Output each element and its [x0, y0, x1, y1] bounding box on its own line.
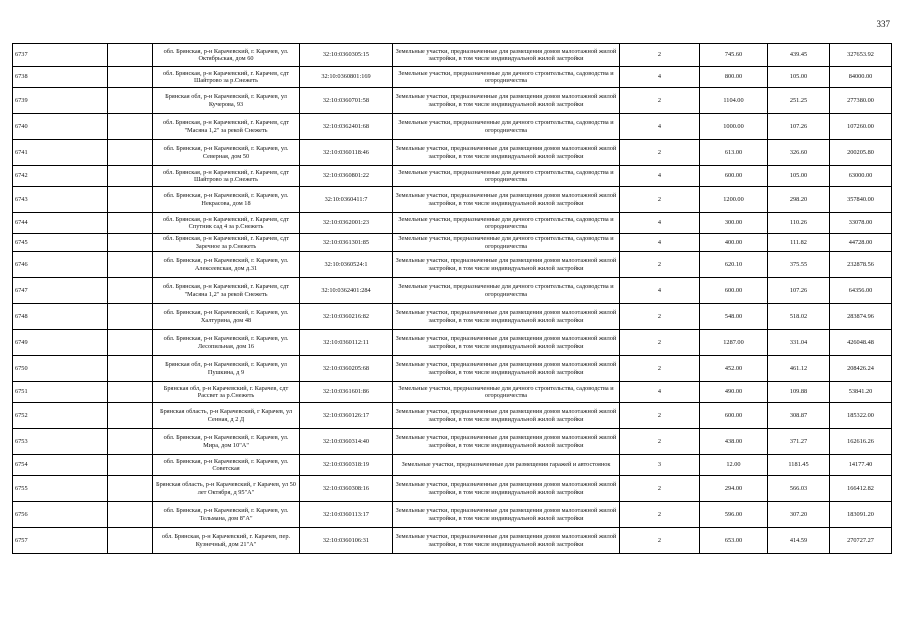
spacer-cell [108, 187, 153, 213]
cadastral-number-cell: 32:10:0360126:17 [300, 403, 393, 429]
cadastral-number-cell: 32:10:0360801:22 [300, 166, 393, 187]
table-row [13, 356, 892, 382]
land-use-cell: Земельные участки, предназначенные для размещения домов малоэтажной жилой застройки, в том числе индивидуальной жилой застройки [393, 44, 620, 67]
row-number: 6751 [13, 382, 108, 403]
spacer-cell [108, 213, 153, 234]
spacer-cell [108, 88, 153, 114]
category-cell: 4 [620, 278, 700, 304]
cadastral-value-cell: 185322.00 [830, 403, 892, 429]
address-cell: обл. Брянская, р-н Карачевский, г. Карачев, ул. Лесопильная, дом 16 [153, 330, 300, 356]
row-number: 6739 [13, 88, 108, 114]
row-number: 6741 [13, 140, 108, 166]
cadastral-number-cell: 32:10:0362401:284 [300, 278, 393, 304]
cadastral-value-cell: 183091.20 [830, 502, 892, 528]
category-cell: 4 [620, 234, 700, 252]
cadastral-number-cell: 32:10:0361301:85 [300, 234, 393, 252]
land-use-cell: Земельные участки, предназначенные для дачного строительства, садоводства и огородничества [393, 114, 620, 140]
unit-value-cell: 326.60 [768, 140, 830, 166]
address-cell: Брянская обл, р-н Карачевский, г. Карачев, ул Пушкина, д 9 [153, 356, 300, 382]
spacer-cell [108, 67, 153, 88]
land-use-cell: Земельные участки, предназначенные для размещения домов малоэтажной жилой застройки, в том числе индивидуальной жилой застройки [393, 403, 620, 429]
table-row [13, 213, 892, 234]
area-cell: 1104.00 [700, 88, 768, 114]
land-use-cell: Земельные участки, предназначенные для дачного строительства, садоводства и огородничества [393, 213, 620, 234]
land-use-cell: Земельные участки, предназначенные для размещения домов малоэтажной жилой застройки, в том числе индивидуальной жилой застройки [393, 304, 620, 330]
table-row [13, 528, 892, 554]
area-cell: 1000.00 [700, 114, 768, 140]
unit-value-cell: 371.27 [768, 429, 830, 455]
spacer-cell [108, 528, 153, 554]
address-cell: обл. Брянская, р-н Карачевский, г. Карачев, ул. Некрасова, дом 18 [153, 187, 300, 213]
row-number: 6753 [13, 429, 108, 455]
table-row [13, 44, 892, 67]
category-cell: 2 [620, 140, 700, 166]
land-use-cell: Земельные участки, предназначенные для размещения домов малоэтажной жилой застройки, в том числе индивидуальной жилой застройки [393, 356, 620, 382]
area-cell: 1200.00 [700, 187, 768, 213]
row-number: 6750 [13, 356, 108, 382]
address-cell: обл. Брянская, р-н Карачевский, г. Карачев, ул. Советская [153, 455, 300, 476]
cadastral-value-cell: 166412.82 [830, 476, 892, 502]
address-cell: обл. Брянская, р-н Карачевский, г. Карачев, сдт "Масяна 1,2" за рекой Снежеть [153, 278, 300, 304]
cadastral-number-cell: 32:10:0360524:1 [300, 252, 393, 278]
land-use-cell: Земельные участки, предназначенные для размещения домов малоэтажной жилой застройки, в том числе индивидуальной жилой застройки [393, 528, 620, 554]
category-cell: 2 [620, 476, 700, 502]
unit-value-cell: 107.26 [768, 278, 830, 304]
table-row [13, 476, 892, 502]
cadastral-value-cell: 357840.00 [830, 187, 892, 213]
cadastral-value-cell: 283874.96 [830, 304, 892, 330]
cadastral-number-cell: 32:10:0360701:58 [300, 88, 393, 114]
spacer-cell [108, 382, 153, 403]
address-cell: обл. Брянская, р-н Карачевский, г. Карачев, ул. Алексеевская, дом д.31 [153, 252, 300, 278]
cadastral-value-cell: 270727.27 [830, 528, 892, 554]
table-row [13, 88, 892, 114]
cadastral-value-cell: 53841.20 [830, 382, 892, 403]
area-cell: 653.00 [700, 528, 768, 554]
land-use-cell: Земельные участки, предназначенные для дачного строительства, садоводства и огородничества [393, 278, 620, 304]
row-number: 6746 [13, 252, 108, 278]
cadastral-value-cell: 84000.00 [830, 67, 892, 88]
row-number: 6748 [13, 304, 108, 330]
table-row [13, 330, 892, 356]
category-cell: 4 [620, 166, 700, 187]
area-cell: 800.00 [700, 67, 768, 88]
row-number: 6742 [13, 166, 108, 187]
cadastral-value-table [12, 43, 892, 554]
area-cell: 600.00 [700, 403, 768, 429]
address-cell: обл. Брянская, р-н Карачевский, г. Карачев, сдт "Масяна 1,2" за рекой Снежеть [153, 114, 300, 140]
table-row [13, 140, 892, 166]
row-number: 6757 [13, 528, 108, 554]
cadastral-number-cell: 32:10:0360112:11 [300, 330, 393, 356]
unit-value-cell: 308.87 [768, 403, 830, 429]
unit-value-cell: 105.00 [768, 67, 830, 88]
land-use-cell: Земельные участки, предназначенные для размещения домов малоэтажной жилой застройки, в том числе индивидуальной жилой застройки [393, 140, 620, 166]
cadastral-number-cell: 32:10:0360113:17 [300, 502, 393, 528]
spacer-cell [108, 114, 153, 140]
row-number: 6743 [13, 187, 108, 213]
land-use-cell: Земельные участки, предназначенные для размещения домов малоэтажной жилой застройки, в том числе индивидуальной жилой застройки [393, 88, 620, 114]
row-number: 6749 [13, 330, 108, 356]
table-row [13, 234, 892, 252]
unit-value-cell: 331.04 [768, 330, 830, 356]
spacer-cell [108, 234, 153, 252]
cadastral-number-cell: 32:10:0362001:23 [300, 213, 393, 234]
cadastral-number-cell: 32:10:0360318:19 [300, 455, 393, 476]
address-cell: обл. Брянская, р-н Карачевский, г. Карачев, сдт Шайтрово за р.Снежеть [153, 166, 300, 187]
spacer-cell [108, 476, 153, 502]
unit-value-cell: 251.25 [768, 88, 830, 114]
category-cell: 2 [620, 502, 700, 528]
area-cell: 294.00 [700, 476, 768, 502]
category-cell: 2 [620, 403, 700, 429]
address-cell: обл. Брянская, р-н Карачевский, г. Карачев, сдт Заречное за р.Снежеть [153, 234, 300, 252]
table-row [13, 304, 892, 330]
cadastral-value-cell: 162616.26 [830, 429, 892, 455]
cadastral-value-cell: 33078.00 [830, 213, 892, 234]
cadastral-number-cell: 32:10:0362401:68 [300, 114, 393, 140]
address-cell: обл. Брянская, р-н Карачевский, г. Карачев, пер. Кузнечный, дом 21"А" [153, 528, 300, 554]
land-use-cell: Земельные участки, предназначенные для размещения домов малоэтажной жилой застройки, в том числе индивидуальной жилой застройки [393, 476, 620, 502]
unit-value-cell: 461.12 [768, 356, 830, 382]
table-row [13, 455, 892, 476]
area-cell: 452.00 [700, 356, 768, 382]
cadastral-number-cell: 32:10:0360106:31 [300, 528, 393, 554]
area-cell: 400.00 [700, 234, 768, 252]
address-cell: Брянская обл, р-н Карачевский, г. Карачев, ул Кучерова, 93 [153, 88, 300, 114]
cadastral-value-cell: 14177.40 [830, 455, 892, 476]
category-cell: 4 [620, 114, 700, 140]
table-row [13, 114, 892, 140]
table-row [13, 403, 892, 429]
spacer-cell [108, 330, 153, 356]
land-use-cell: Земельные участки, предназначенные для размещения домов малоэтажной жилой застройки, в том числе индивидуальной жилой застройки [393, 502, 620, 528]
row-number: 6740 [13, 114, 108, 140]
spacer-cell [108, 44, 153, 67]
unit-value-cell: 375.55 [768, 252, 830, 278]
area-cell: 613.00 [700, 140, 768, 166]
category-cell: 2 [620, 304, 700, 330]
cadastral-number-cell: 32:10:0361601:86 [300, 382, 393, 403]
row-number: 6755 [13, 476, 108, 502]
area-cell: 596.00 [700, 502, 768, 528]
cadastral-value-cell: 44728.00 [830, 234, 892, 252]
land-use-cell: Земельные участки, предназначенные для размещения домов малоэтажной жилой застройки, в том числе индивидуальной жилой застройки [393, 252, 620, 278]
area-cell: 548.00 [700, 304, 768, 330]
area-cell: 1287.00 [700, 330, 768, 356]
spacer-cell [108, 403, 153, 429]
table-row [13, 166, 892, 187]
spacer-cell [108, 140, 153, 166]
table-row [13, 502, 892, 528]
spacer-cell [108, 278, 153, 304]
table-row [13, 187, 892, 213]
category-cell: 2 [620, 187, 700, 213]
cadastral-number-cell: 32:10:0360205:68 [300, 356, 393, 382]
address-cell: обл. Брянская, р-н Карачевский, г. Карачев, ул. Октябрьская, дом 60 [153, 44, 300, 67]
area-cell: 745.60 [700, 44, 768, 67]
address-cell: обл. Брянская, р-н Карачевский, г. Карачев, ул. Северная, дом 50 [153, 140, 300, 166]
address-cell: Брянская область, р-н Карачевский, г Карачев, ул 50 лет Октября, д 95"А" [153, 476, 300, 502]
row-number: 6737 [13, 44, 108, 67]
table-row [13, 252, 892, 278]
cadastral-value-cell: 327653.92 [830, 44, 892, 67]
cadastral-number-cell: 32:10:0360411:7 [300, 187, 393, 213]
spacer-cell [108, 455, 153, 476]
address-cell: обл. Брянская, р-н Карачевский, г. Карачев, ул. Тельмана, дом 8"А" [153, 502, 300, 528]
address-cell: обл. Брянская, р-н Карачевский, г. Карачев, ул. Халтурина, дом 48 [153, 304, 300, 330]
spacer-cell [108, 502, 153, 528]
land-use-cell: Земельные участки, предназначенные для дачного строительства, садоводства и огородничества [393, 382, 620, 403]
cadastral-number-cell: 32:10:0360305:15 [300, 44, 393, 67]
category-cell: 4 [620, 382, 700, 403]
spacer-cell [108, 429, 153, 455]
category-cell: 4 [620, 67, 700, 88]
area-cell: 438.00 [700, 429, 768, 455]
cadastral-value-cell: 64356.00 [830, 278, 892, 304]
unit-value-cell: 105.00 [768, 166, 830, 187]
cadastral-value-cell: 107260.00 [830, 114, 892, 140]
row-number: 6744 [13, 213, 108, 234]
unit-value-cell: 1181.45 [768, 455, 830, 476]
land-use-cell: Земельные участки, предназначенные для размещения домов малоэтажной жилой застройки, в том числе индивидуальной жилой застройки [393, 330, 620, 356]
area-cell: 600.00 [700, 166, 768, 187]
unit-value-cell: 110.26 [768, 213, 830, 234]
cadastral-value-cell: 426048.48 [830, 330, 892, 356]
land-use-cell: Земельные участки, предназначенные для дачного строительства, садоводства и огородничества [393, 67, 620, 88]
land-use-cell: Земельные участки, предназначенные для размещения домов малоэтажной жилой застройки, в том числе индивидуальной жилой застройки [393, 187, 620, 213]
row-number: 6756 [13, 502, 108, 528]
unit-value-cell: 111.82 [768, 234, 830, 252]
cadastral-value-cell: 63000.00 [830, 166, 892, 187]
address-cell: Брянская обл, р-н Карачевский, г. Карачев, сдт Рассвет за р.Снежеть [153, 382, 300, 403]
spacer-cell [108, 356, 153, 382]
category-cell: 2 [620, 44, 700, 67]
unit-value-cell: 307.20 [768, 502, 830, 528]
cadastral-value-cell: 277380.00 [830, 88, 892, 114]
address-cell: обл. Брянская, р-н Карачевский, г. Карачев, сдт Спутник сад 4 за р.Снежеть [153, 213, 300, 234]
category-cell: 2 [620, 356, 700, 382]
unit-value-cell: 439.45 [768, 44, 830, 67]
table-row [13, 278, 892, 304]
category-cell: 2 [620, 528, 700, 554]
land-use-cell: Земельные участки, предназначенные для размещения гаражей и автостоянок [393, 455, 620, 476]
cadastral-value-cell: 200205.80 [830, 140, 892, 166]
unit-value-cell: 107.26 [768, 114, 830, 140]
table-row [13, 382, 892, 403]
table-row [13, 429, 892, 455]
address-cell: обл. Брянская, р-н Карачевский, г. Карачев, сдт Шайтрово за р.Снежеть [153, 67, 300, 88]
unit-value-cell: 518.02 [768, 304, 830, 330]
cadastral-value-cell: 208426.24 [830, 356, 892, 382]
spacer-cell [108, 166, 153, 187]
row-number: 6745 [13, 234, 108, 252]
address-cell: Брянская область, р-н Карачевский, г Карачев, ул Сенная, д 2 Д [153, 403, 300, 429]
row-number: 6754 [13, 455, 108, 476]
category-cell: 2 [620, 429, 700, 455]
table-row [13, 67, 892, 88]
unit-value-cell: 566.03 [768, 476, 830, 502]
area-cell: 600.00 [700, 278, 768, 304]
area-cell: 490.00 [700, 382, 768, 403]
address-cell: обл. Брянская, р-н Карачевский, г. Карачев, ул. Мира, дом 10"А" [153, 429, 300, 455]
row-number: 6752 [13, 403, 108, 429]
land-use-cell: Земельные участки, предназначенные для размещения домов малоэтажной жилой застройки, в том числе индивидуальной жилой застройки [393, 429, 620, 455]
cadastral-number-cell: 32:10:0360118:46 [300, 140, 393, 166]
category-cell: 4 [620, 213, 700, 234]
area-cell: 620.10 [700, 252, 768, 278]
area-cell: 300.00 [700, 213, 768, 234]
unit-value-cell: 109.88 [768, 382, 830, 403]
cadastral-number-cell: 32:10:0360801:169 [300, 67, 393, 88]
category-cell: 2 [620, 252, 700, 278]
unit-value-cell: 298.20 [768, 187, 830, 213]
cadastral-number-cell: 32:10:0360314:40 [300, 429, 393, 455]
spacer-cell [108, 252, 153, 278]
cadastral-number-cell: 32:10:0360308:16 [300, 476, 393, 502]
area-cell: 12.00 [700, 455, 768, 476]
unit-value-cell: 414.59 [768, 528, 830, 554]
land-use-cell: Земельные участки, предназначенные для дачного строительства, садоводства и огородничества [393, 234, 620, 252]
cadastral-number-cell: 32:10:0360216:82 [300, 304, 393, 330]
row-number: 6738 [13, 67, 108, 88]
category-cell: 2 [620, 330, 700, 356]
row-number: 6747 [13, 278, 108, 304]
page-number: 337 [876, 19, 890, 29]
spacer-cell [108, 304, 153, 330]
category-cell: 3 [620, 455, 700, 476]
land-use-cell: Земельные участки, предназначенные для дачного строительства, садоводства и огородничества [393, 166, 620, 187]
category-cell: 2 [620, 88, 700, 114]
cadastral-value-cell: 232878.56 [830, 252, 892, 278]
